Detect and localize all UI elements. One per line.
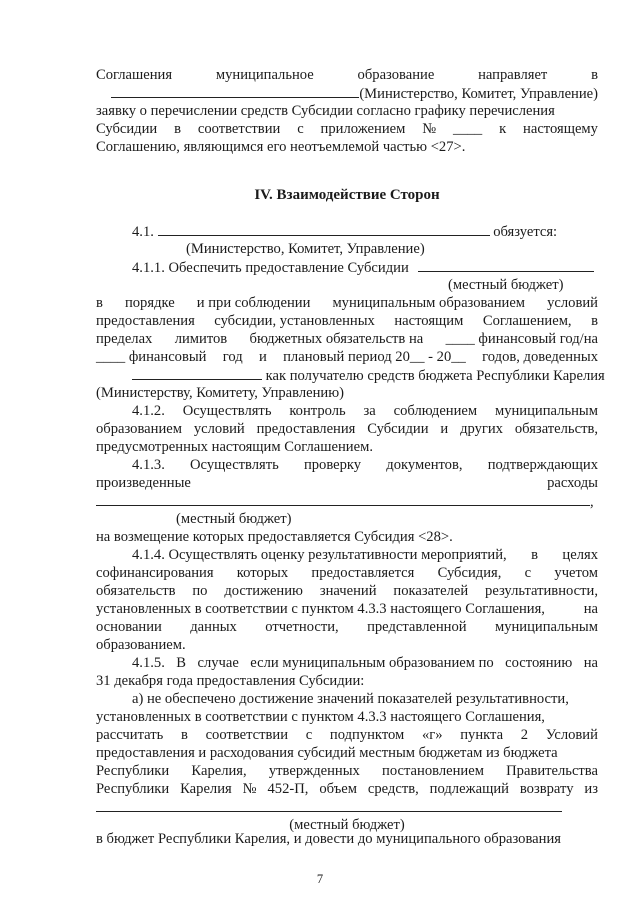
fill-blank: [96, 492, 590, 506]
word-chunk: Карелия,: [191, 763, 247, 779]
word-chunk: в: [591, 313, 598, 329]
word-chunk: пункта: [460, 727, 504, 743]
ministry-hint: (Министерству, Комитету, Управлению): [96, 385, 344, 401]
word-chunk: предоставления и расходования субсидий местным бюджетам из бюджета: [96, 745, 558, 761]
word-chunk: годов, доведенных: [482, 349, 598, 365]
budget-hint: (местный бюджет): [289, 817, 405, 833]
clause-text: ,: [590, 494, 594, 510]
text-line: [96, 312, 598, 330]
word-chunk: соблюдением: [393, 403, 478, 419]
word-chunk: объем: [319, 781, 357, 797]
word-chunk: плановый период 20__ - 20__: [283, 349, 466, 365]
word-chunk: и: [440, 421, 449, 437]
word-chunk: которых: [236, 565, 289, 581]
word-chunk: бюджетных обязательств на: [249, 331, 424, 347]
word-chunk: «г»: [421, 727, 443, 743]
word-chunk: пределах: [96, 331, 153, 347]
word-chunk: представленной: [367, 619, 467, 635]
word-chunk: предоставления: [96, 313, 195, 329]
word-chunk: предоставляется: [311, 565, 415, 581]
word-chunk: в: [591, 67, 598, 83]
word-chunk: порядке: [124, 295, 175, 311]
text-line: [132, 654, 598, 672]
text-line: [132, 402, 598, 420]
text-line: [96, 830, 598, 848]
word-chunk: 4.1.3.: [132, 457, 165, 473]
word-chunk: подлежащий: [429, 781, 509, 797]
word-chunk: Соглашением,: [482, 313, 572, 329]
word-chunk: соответствии: [197, 121, 281, 137]
word-chunk: проверку: [303, 457, 362, 473]
text-line: [96, 798, 598, 817]
fill-blank: [96, 798, 562, 812]
word-chunk: муниципальным: [494, 403, 598, 419]
word-chunk: результативности,: [485, 583, 598, 599]
word-chunk: возврату: [519, 781, 574, 797]
word-chunk: софинансирования: [96, 565, 214, 581]
text-line: [96, 726, 598, 744]
word-chunk: настоящим: [394, 313, 464, 329]
text-line: [96, 474, 598, 492]
word-chunk: с: [305, 727, 313, 743]
word-chunk: условий: [547, 295, 598, 311]
word-chunk: и при соблюдении: [196, 295, 311, 311]
word-chunk: если муниципальным образованием по: [250, 655, 494, 671]
word-chunk: Республики: [96, 781, 170, 797]
word-chunk: ____: [453, 121, 483, 137]
word-chunk: в: [180, 727, 188, 743]
word-chunk: в: [96, 295, 103, 311]
text-line: предусмотренных настоящим Соглашением.: [96, 439, 373, 455]
fill-blank: [158, 222, 490, 236]
page-number: 7: [316, 872, 324, 886]
word-chunk: из: [584, 781, 598, 797]
text-line: [96, 420, 598, 438]
word-chunk: показателей: [393, 583, 469, 599]
word-chunk: В: [176, 655, 187, 671]
word-chunk: подтверждающих: [487, 457, 598, 473]
text-line: [96, 120, 598, 138]
section-heading: IV. Взаимодействие Сторон: [254, 187, 440, 203]
word-chunk: направляет: [478, 67, 548, 83]
text-line: [96, 330, 598, 348]
word-chunk: Субсидии: [96, 121, 158, 137]
text-line: [132, 546, 598, 564]
word-chunk: Осуществлять: [182, 403, 272, 419]
word-chunk: значений: [319, 583, 377, 599]
text-line: [132, 690, 598, 708]
word-chunk: постановлением: [382, 763, 484, 779]
text-line: [96, 348, 598, 366]
word-chunk: Республики: [96, 763, 170, 779]
word-chunk: других: [460, 421, 503, 437]
clause-text: как получателю средств бюджета Республики Карелия: [265, 368, 605, 384]
clause-4-1: [132, 222, 598, 241]
word-chunk: Правительства: [506, 763, 598, 779]
word-chunk: подпунктом: [329, 727, 405, 743]
word-chunk: по: [192, 583, 208, 599]
text-line: [96, 84, 598, 103]
text-line: [96, 762, 598, 780]
word-chunk: 4.1.2.: [132, 403, 165, 419]
fill-blank: [111, 84, 359, 98]
word-chunk: отчетности,: [265, 619, 339, 635]
clause-number: 4.1.: [132, 224, 154, 240]
word-chunk: с: [297, 121, 304, 137]
word-chunk: утвержденных: [268, 763, 360, 779]
text-line: [132, 456, 598, 474]
word-chunk: за: [363, 403, 376, 419]
budget-hint: (местный бюджет): [448, 277, 564, 293]
clause-text: 4.1.1. Обеспечить предоставление Субсидии: [132, 260, 409, 276]
word-chunk: Условий: [545, 727, 598, 743]
word-chunk: №: [242, 781, 257, 797]
word-chunk: Осуществлять: [190, 457, 279, 473]
word-chunk: состоянию: [505, 655, 573, 671]
word-chunk: расходы: [547, 475, 598, 491]
word-chunk: с: [524, 565, 532, 581]
budget-hint: (местный бюджет): [176, 511, 292, 527]
word-chunk: учетом: [554, 565, 598, 581]
text-line: [96, 600, 598, 618]
word-chunk: 452-П,: [267, 781, 309, 797]
word-chunk: достижению: [224, 583, 303, 599]
word-chunk: к: [499, 121, 507, 137]
text-line: [96, 492, 598, 511]
word-chunk: случае: [197, 655, 239, 671]
word-chunk: установленных в соответствии с пунктом 4.3.3 настоящего Соглашения,: [96, 709, 545, 725]
word-chunk: обязательств: [96, 583, 176, 599]
ministry-label: (Министерство, Комитет, Управление): [359, 86, 598, 102]
text-line: [96, 366, 605, 385]
word-chunk: год: [222, 349, 243, 365]
word-chunk: Соглашения: [96, 67, 173, 83]
word-chunk: 4.1.5.: [132, 655, 165, 671]
text-line: [96, 618, 598, 636]
text-line: заявку о перечислении средств Субсидии согласно графику перечисления: [96, 103, 555, 119]
text-line: образованием.: [96, 637, 186, 653]
word-chunk: муниципальным: [494, 619, 598, 635]
word-chunk: а) не обеспечено достижение значений показателей результативности,: [132, 691, 569, 707]
word-chunk: обязательств,: [514, 421, 598, 437]
word-chunk: на: [583, 655, 598, 671]
word-chunk: субсидии, установленных: [214, 313, 375, 329]
word-chunk: 2: [520, 727, 529, 743]
word-chunk: Субсидии: [367, 421, 429, 437]
text-line: на возмещение которых предоставляется Субсидия <28>.: [96, 529, 453, 545]
word-chunk: образованием: [96, 421, 182, 437]
text-line: [96, 708, 598, 726]
word-chunk: основании: [96, 619, 162, 635]
fill-blank: [418, 258, 594, 272]
word-chunk: контроль: [289, 403, 346, 419]
word-chunk: ____ финансовый: [96, 349, 207, 365]
word-chunk: соответствии: [205, 727, 289, 743]
word-chunk: установленных в соответствии с пунктом 4.3.3 настоящего Соглашения,: [96, 601, 545, 617]
text-line: [96, 744, 598, 762]
word-chunk: Карелия: [180, 781, 232, 797]
word-chunk: в бюджет Республики Карелия, и довести до муниципального образования: [96, 831, 561, 847]
word-chunk: муниципальное: [215, 67, 314, 83]
clause-text: обязуется:: [493, 224, 558, 240]
text-line: Соглашению, являющимся его неотъемлемой частью <27>.: [96, 139, 466, 155]
text-line: [96, 66, 598, 84]
word-chunk: произведенные: [96, 475, 191, 491]
word-chunk: настоящему: [523, 121, 598, 137]
word-chunk: средств,: [367, 781, 419, 797]
word-chunk: ____ финансовый год/на: [445, 331, 598, 347]
word-chunk: целях: [562, 547, 598, 563]
word-chunk: рассчитать: [96, 727, 164, 743]
word-chunk: лимитов: [174, 331, 228, 347]
word-chunk: 4.1.4. Осуществлять оценку результативности мероприятий,: [132, 547, 507, 563]
word-chunk: предоставления: [256, 421, 356, 437]
word-chunk: Субсидия,: [437, 565, 502, 581]
text-line: [96, 780, 598, 798]
word-chunk: в: [531, 547, 538, 563]
word-chunk: условий: [193, 421, 245, 437]
word-chunk: №: [422, 121, 437, 137]
word-chunk: образование: [357, 67, 435, 83]
word-chunk: приложением: [320, 121, 406, 137]
clause-4-1-1: [132, 258, 598, 277]
text-line: 31 декабря года предоставления Субсидии:: [96, 673, 365, 689]
fill-blank: [132, 366, 262, 380]
word-chunk: и: [259, 349, 267, 365]
word-chunk: данных: [190, 619, 237, 635]
word-chunk: документов,: [386, 457, 463, 473]
text-line: [96, 582, 598, 600]
ministry-hint: (Министерство, Комитет, Управление): [186, 241, 425, 257]
text-line: [96, 564, 598, 582]
word-chunk: в: [174, 121, 181, 137]
word-chunk: муниципальным образованием: [332, 295, 526, 311]
text-line: [96, 294, 598, 312]
word-chunk: на: [583, 601, 598, 617]
